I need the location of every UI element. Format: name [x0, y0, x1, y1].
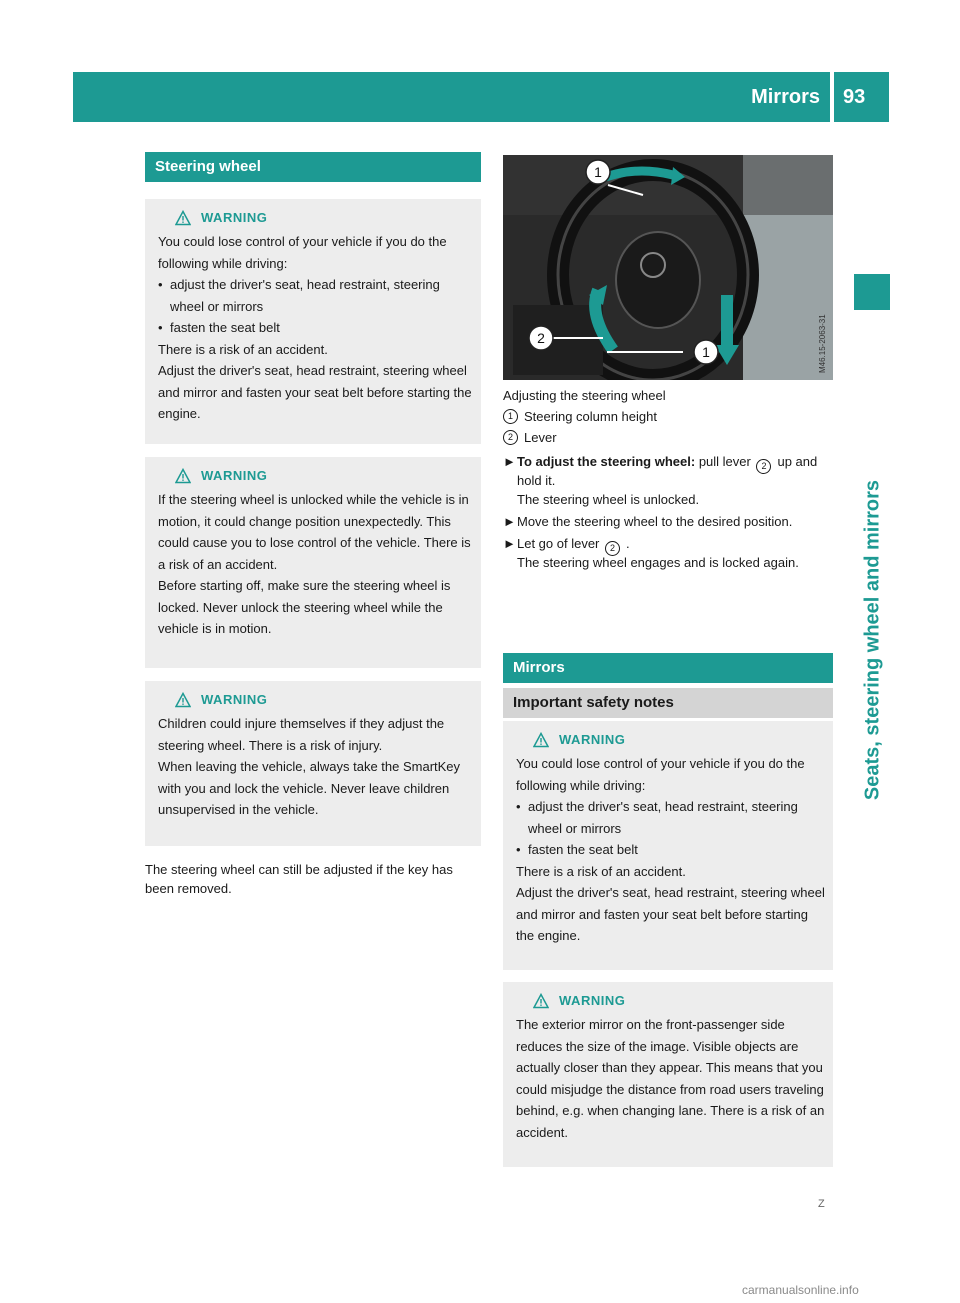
warning-triangle-icon [175, 210, 191, 226]
step-item: ► Let go of lever 2 . The steering wheel engages and is locked again. [503, 536, 799, 570]
steering-wheel-figure [503, 155, 833, 380]
warning-text: You could lose control of your vehicle if you do the following while driving: [516, 756, 805, 793]
warning-heading [516, 988, 825, 1014]
warning-triangle-icon [533, 732, 549, 748]
step-item: ► Move the steering wheel to the desired position. [503, 514, 793, 529]
page-number: 93 [843, 86, 866, 108]
warning-box-5 [503, 982, 833, 1167]
warning-heading [158, 205, 473, 231]
caption-item: 2 Lever [503, 427, 833, 448]
caption-title: Adjusting the steering wheel [503, 388, 666, 403]
warning-text: You could lose control of your vehicle if you do the following while driving: [158, 234, 447, 271]
note-text: The steering wheel can still be adjusted if the key has been removed. [145, 862, 453, 896]
warning-box-2 [145, 457, 481, 668]
warning-text: If the steering wheel is unlocked while the vehicle is in motion, it could change position unexpectedly. This could cause you to lose control of the vehicle. There is a risk of an accident. [158, 492, 471, 572]
section-title-mirrors: Mirrors [503, 653, 833, 683]
bullet-item: • fasten the seat belt [516, 842, 638, 857]
watermark: carmanualsonline.info [742, 1283, 859, 1297]
warning-triangle-icon [175, 468, 191, 484]
bullet-item: • fasten the seat belt [158, 320, 280, 335]
warning-box-3 [145, 681, 481, 846]
figure-caption [503, 385, 833, 448]
warning-advice: Adjust the driver's seat, head restraint, steering wheel and mirror and fasten your seat belt before starting the engine. [158, 363, 472, 421]
warning-heading [158, 687, 473, 713]
warning-text: Children could injure themselves if they adjust the steering wheel. There is a risk of injury. [158, 716, 445, 753]
warning-label: WARNING [201, 692, 268, 708]
warning-label: WARNING [559, 732, 626, 748]
warning-text: The exterior mirror on the front-passenger side reduces the size of the image. Visible objects are actually closer than they appear. This means that you could misjudge the distance from road users traveling behind, e.g. when changing lane. There is a risk of an accident. [516, 1017, 825, 1140]
steering-wheel-illustration [503, 155, 833, 380]
figure-code: M46.15-2063-31 [818, 314, 827, 373]
arrow-bullet-icon: ► [503, 536, 516, 551]
bullet-item: • adjust the driver's seat, head restraint, steering wheel or mirrors [158, 277, 440, 314]
side-tab-marker [854, 274, 890, 310]
warning-label: WARNING [201, 468, 268, 484]
warning-box-4 [503, 721, 833, 970]
bullet-item: • adjust the driver's seat, head restraint, steering wheel or mirrors [516, 799, 798, 836]
step-item: ► To adjust the steering wheel: pull lever 2 up and hold it. The steering wheel is unlocked. [503, 454, 818, 507]
warning-triangle-icon [533, 993, 549, 1009]
header-separator [830, 72, 834, 122]
arrow-bullet-icon: ► [503, 514, 516, 529]
caption-item: 1 Steering column height [503, 406, 833, 427]
figure-label-1: 1 [594, 164, 602, 180]
warning-risk: There is a risk of an accident. [516, 863, 686, 879]
warning-triangle-icon [175, 692, 191, 708]
warning-advice: Before starting off, make sure the steering wheel is locked. Never unlock the steering wheel while the vehicle is in motion. [158, 578, 451, 636]
warning-advice: Adjust the driver's seat, head restraint, steering wheel and mirror and fasten your seat belt before starting the engine. [516, 885, 825, 943]
arrow-bullet-icon: ► [503, 454, 516, 469]
header-title: Mirrors [751, 86, 820, 108]
warning-heading [158, 463, 473, 489]
figure-label-2: 2 [537, 330, 545, 346]
subsection-title-safety: Important safety notes [503, 688, 833, 718]
warning-advice: When leaving the vehicle, always take the SmartKey with you and lock the vehicle. Never leave children unsupervised in the vehicle. [158, 759, 461, 817]
warning-heading [516, 727, 825, 753]
warning-label: WARNING [559, 993, 626, 1009]
warning-box-1 [145, 199, 481, 444]
footer-code: Z [818, 1198, 825, 1210]
section-title-steering-wheel: Steering wheel [145, 152, 481, 182]
instruction-steps [503, 452, 833, 575]
side-chapter-label: Seats, steering wheel and mirrors [861, 479, 884, 801]
warning-risk: There is a risk of an accident. [158, 341, 328, 357]
figure-label-1b: 1 [702, 344, 710, 360]
warning-label: WARNING [201, 210, 268, 226]
